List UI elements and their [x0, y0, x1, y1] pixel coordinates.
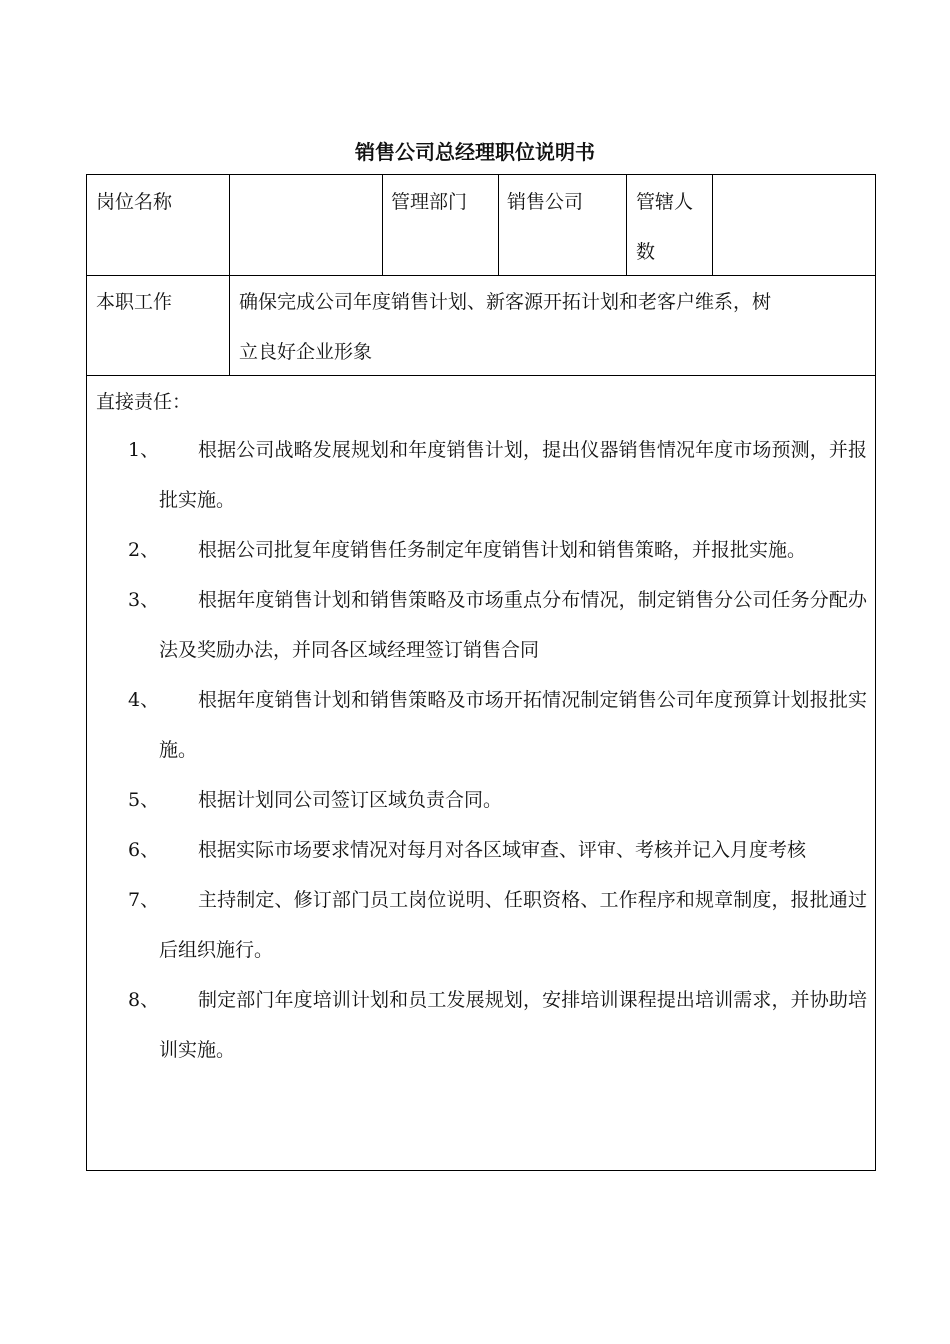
- position-name-label: 岗位名称: [96, 191, 173, 213]
- column-divider: [712, 175, 713, 275]
- responsibilities-heading: 直接责任：: [96, 391, 192, 413]
- headcount-label: [636, 177, 693, 277]
- headcount-label-line1: 管辖人: [636, 191, 694, 213]
- list-item: [87, 875, 877, 975]
- main-work-line2: 立良好企业形象: [239, 341, 373, 363]
- list-item-text: 根据实际市场要求情况对每月对各区域审查、评审、考核并记入月度考核: [198, 839, 807, 861]
- list-item-text: 根据计划同公司签订区域负责合同。: [198, 789, 503, 811]
- main-work-line1: 确保完成公司年度销售计划、新客源开拓计划和老客户维系，树: [239, 291, 772, 313]
- column-divider: [382, 175, 383, 275]
- column-divider: [229, 175, 230, 375]
- list-item-number: 4、: [128, 689, 160, 711]
- responsibilities-list: [87, 425, 877, 1075]
- list-item: [87, 775, 877, 825]
- list-item: [87, 675, 877, 775]
- list-item-text: 根据年度销售计划和销售策略及市场重点分布情况，制定销售分公司任务分配办法及奖励办法，并同各区域经理签订销售合同: [159, 589, 867, 661]
- list-item-text: 主持制定、修订部门员工岗位说明、任职资格、工作程序和规章制度，报批通过后组织施行。: [159, 889, 867, 961]
- list-item-number: 2、: [128, 539, 160, 561]
- list-item-number: 3、: [128, 589, 160, 611]
- list-item-text: 根据公司战略发展规划和年度销售计划，提出仪器销售情况年度市场预测，并报批实施。: [159, 439, 867, 511]
- department-value: 销售公司: [507, 191, 584, 213]
- main-work-text: [239, 277, 771, 377]
- department-label: 管理部门: [391, 191, 468, 213]
- list-item-number: 7、: [128, 889, 160, 911]
- list-item-number: 5、: [128, 789, 160, 811]
- main-work-label: 本职工作: [96, 291, 173, 313]
- column-divider: [626, 175, 627, 275]
- column-divider: [498, 175, 499, 275]
- row-divider: [87, 275, 875, 276]
- list-item-number: 1、: [128, 439, 160, 461]
- list-item: [87, 575, 877, 675]
- list-item-number: 8、: [128, 989, 160, 1011]
- list-item-text: 根据公司批复年度销售任务制定年度销售计划和销售策略，并报批实施。: [198, 539, 807, 561]
- list-item: [87, 525, 877, 575]
- list-item: [87, 425, 877, 525]
- job-description-table: [86, 174, 876, 1171]
- list-item: [87, 825, 877, 875]
- headcount-label-line2: 数: [636, 241, 656, 263]
- list-item-number: 6、: [128, 839, 160, 861]
- list-item-text: 制定部门年度培训计划和员工发展规划，安排培训课程提出培训需求，并协助培训实施。: [159, 989, 867, 1061]
- list-item: [87, 975, 877, 1075]
- document-title: 销售公司总经理职位说明书: [355, 140, 595, 164]
- list-item-text: 根据年度销售计划和销售策略及市场开拓情况制定销售公司年度预算计划报批实施。: [159, 689, 867, 761]
